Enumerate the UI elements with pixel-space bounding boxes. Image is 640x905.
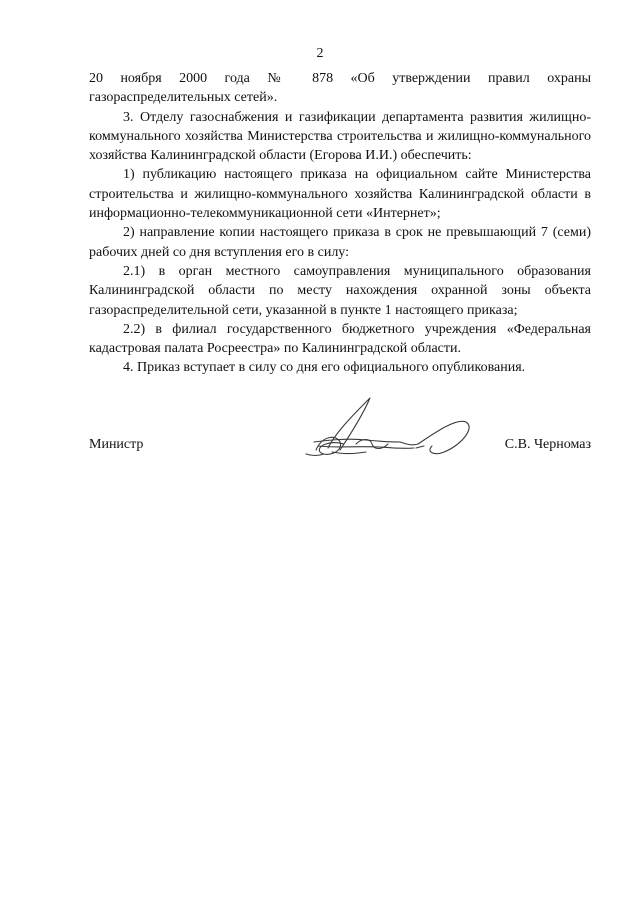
paragraph-item-3: 3. Отделу газоснабжения и газификации департамента развития жилищно-коммунального хозяйства Министерства строительства и жилищно-коммунального хозяйства Калининградской области (Егорова И.И.) обеспечить: xyxy=(89,109,591,164)
paragraph-item-3-1: 1) публикацию настоящего приказа на официальном сайте Министерства строительства и жилищно-коммунального хозяйства Калининградской области в информационно-телекоммуникационной сети «Интернет»; xyxy=(89,167,591,222)
paragraph-item-4: 4. Приказ вступает в силу со дня его официального опубликования. xyxy=(123,360,526,376)
page-number: 2 xyxy=(316,46,324,61)
signer-name: С.В. Черномаз xyxy=(504,437,591,452)
paragraph-item-2-1: 2.1) в орган местного самоуправления муниципального образования Калининградской области по месту нахождения охранной зоны объекта газораспределительной сети, указанной в пункте 1 настоящего приказа; xyxy=(89,263,591,318)
signature-row xyxy=(89,433,591,463)
signer-title: Министр xyxy=(89,437,144,452)
paragraph-continuation: 20 ноября 2000 года № 878 «Об утверждении правил охраны газораспределительных сетей». xyxy=(89,71,591,106)
document-body xyxy=(89,69,591,378)
paragraph-item-2-2: 2.2) в филиал государственного бюджетного учреждения «Федеральная кадастровая палата Росреестра» по Калининградской области. xyxy=(89,321,591,357)
paragraph-item-3-2: 2) направление копии настоящего приказа в срок не превышающий 7 (семи) рабочих дней со дня вступления его в силу: xyxy=(89,225,591,260)
